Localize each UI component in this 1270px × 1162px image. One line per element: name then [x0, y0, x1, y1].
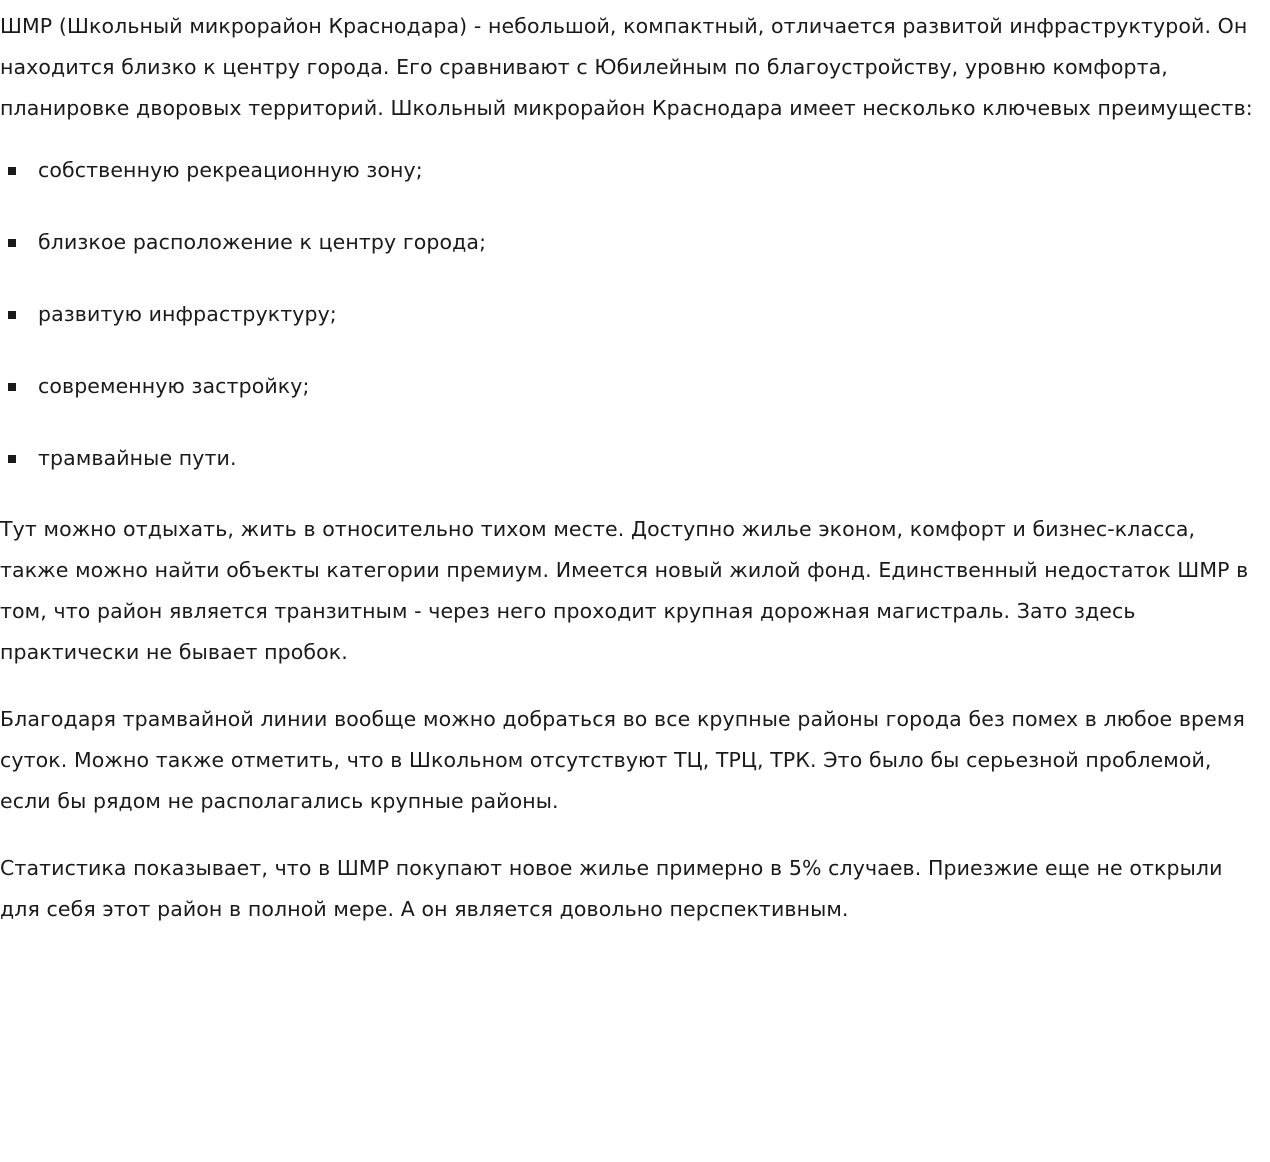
intro-paragraph: ШМР (Школьный микрорайон Краснодара) - небольшой, компактный, отличается развитой инфраструктурой. Он находится близко к центру города. Его сравнивают с Юбилейным по благоустройству, уровню комфорта, планировке дворовых территорий. Школьный микрорайон Краснодара имеет несколько ключевых преимуществ:	[0, 14, 1253, 120]
document-body	[0, 6, 1270, 930]
paragraph-statistics: Статистика показывает, что в ШМР покупают новое жилье примерно в 5% случаев. Приезжие еще не открыли для себя этот район в полной мере. А он является довольно перспективным.	[0, 856, 1223, 921]
list-item-label: собственную рекреационную зону;	[38, 158, 423, 182]
list-item-label: современную застройку;	[38, 374, 310, 398]
square-bullet-icon	[8, 311, 16, 319]
list-item	[0, 371, 1266, 401]
square-bullet-icon	[8, 455, 16, 463]
list-item	[0, 227, 1266, 257]
list-item-label: развитую инфраструктуру;	[38, 302, 337, 326]
paragraph-transport: Благодаря трамвайной линии вообще можно добраться во все крупные районы города без помех в любое время суток. Можно также отметить, что в Школьном отсутствуют ТЦ, ТРЦ, ТРК. Это было бы серьезной проблемой, если бы рядом не располагались крупные районы.	[0, 707, 1245, 813]
square-bullet-icon	[8, 239, 16, 247]
advantages-list	[0, 155, 1266, 473]
paragraph-living: Тут можно отдыхать, жить в относительно тихом месте. Доступно жилье эконом, комфорт и бизнес-класса, также можно найти объекты категории премиум. Имеется новый жилой фонд. Единственный недостаток ШМР в том, что район является транзитным - через него проходит крупная дорожная магистраль. Зато здесь практически не бывает пробок.	[0, 517, 1249, 664]
square-bullet-icon	[8, 167, 16, 175]
list-item-label: трамвайные пути.	[38, 446, 237, 470]
list-item	[0, 443, 1266, 473]
list-item	[0, 155, 1266, 185]
list-item	[0, 299, 1266, 329]
list-item-label: близкое расположение к центру города;	[38, 230, 487, 254]
square-bullet-icon	[8, 383, 16, 391]
